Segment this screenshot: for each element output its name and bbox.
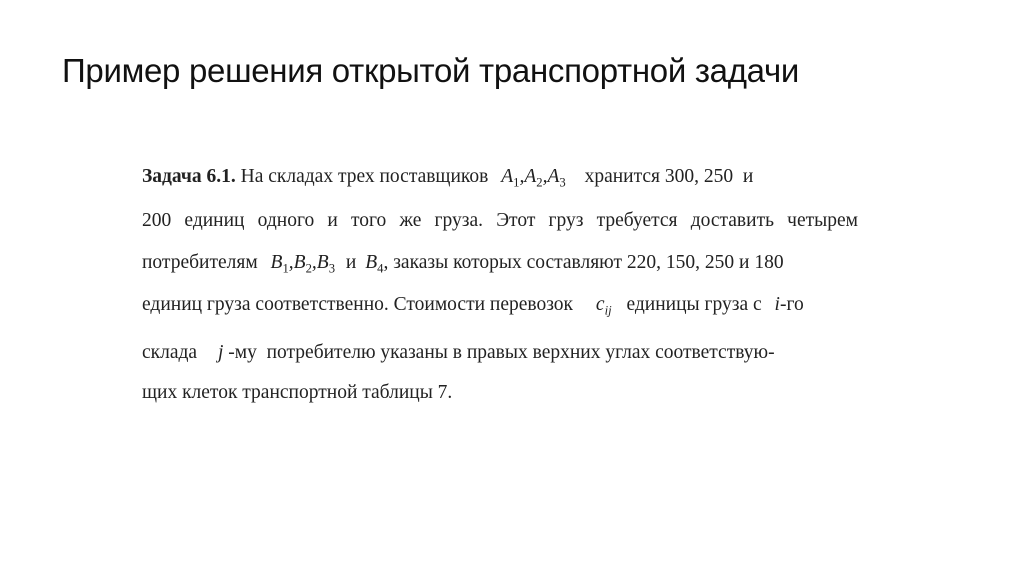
problem-line-5-head: склада (142, 342, 198, 363)
index-i: i (774, 294, 780, 315)
problem-label: Задача 6.1. (142, 166, 236, 187)
slide-title: Пример решения открытой транспортной задачи (62, 52, 800, 89)
consumer-variable-4: $B_4$ (365, 252, 384, 276)
problem-line-1 (142, 166, 753, 190)
problem-line-4-mid: единицы груза с (626, 294, 762, 315)
supplier-variables: $A_1,A_2,A_3$ (501, 166, 566, 190)
problem-line-4-tail: -го (779, 294, 804, 315)
problem-line-1-text: На складах трех поставщиков (240, 166, 489, 187)
problem-line-2: 200 единиц одного и того же груза. Этот груз требуется доставить четырем (142, 210, 858, 231)
problem-line-3-head: потребителям (142, 252, 258, 273)
index-j: j (217, 342, 224, 363)
problem-line-4 (142, 294, 804, 318)
cost-variable: $c_{ij}$ (595, 294, 612, 318)
consumer-variables: $B_1,B_2,B_3$ (270, 252, 336, 276)
problem-line-5-tail: -му потребителю указаны в правых верхних углах соответствую- (228, 342, 775, 363)
problem-line-6: щих клеток транспортной таблицы 7. (142, 382, 453, 403)
problem-line-5 (142, 342, 775, 364)
problem-line-3-and: и (345, 252, 357, 273)
problem-line-3 (142, 252, 784, 276)
problem-line-3-tail: , заказы которых составляют 220, 150, 250 и 180 (383, 252, 784, 273)
problem-line-4-head: единиц груза соответственно. Стоимости перевозок (142, 294, 574, 315)
problem-line-1-tail: хранится 300, 250 и (584, 166, 754, 187)
